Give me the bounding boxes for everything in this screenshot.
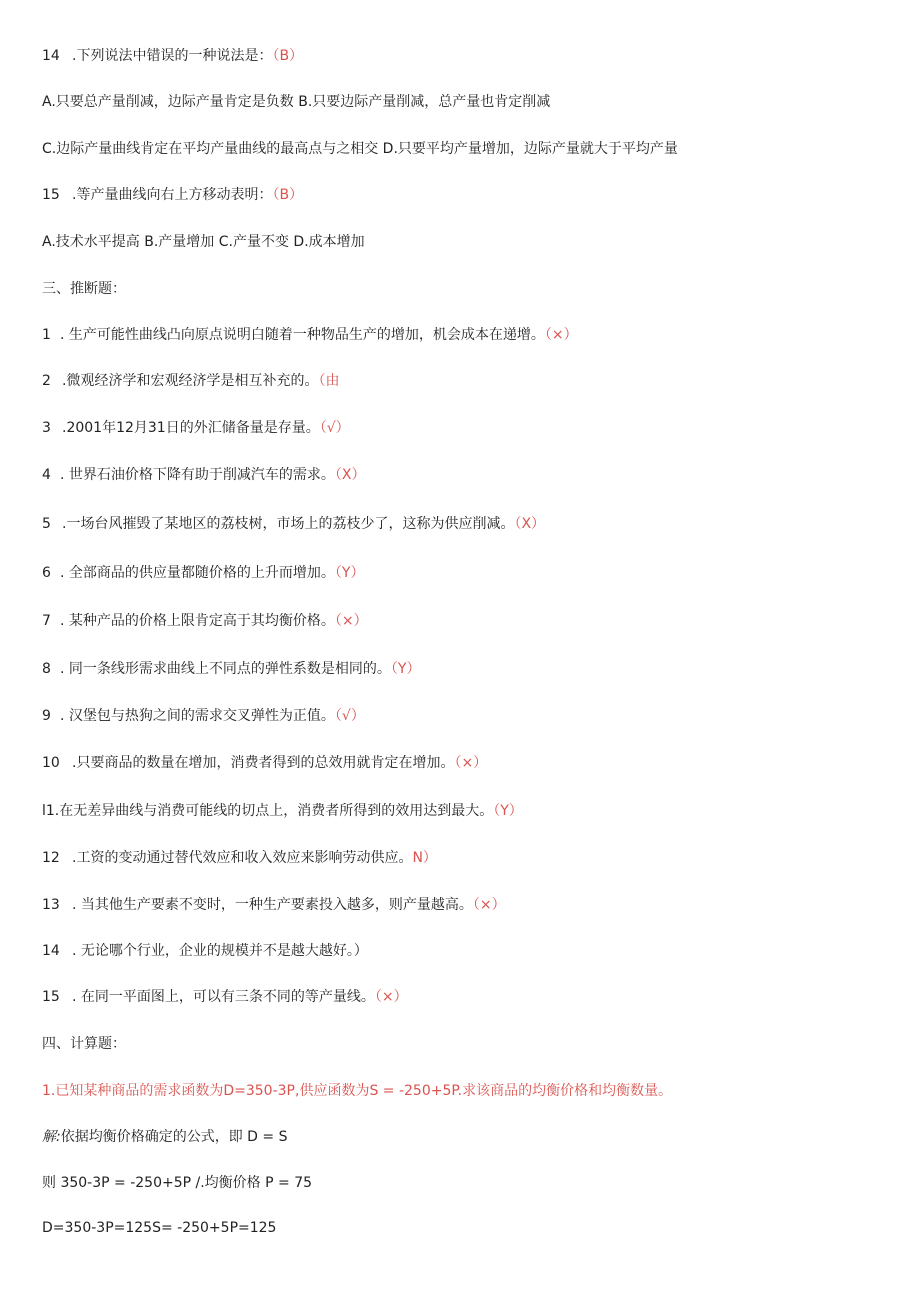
judgment-item-3: 3 .2001年12月31日的外汇储备量是存量。（√） xyxy=(42,420,350,436)
judgment-item-10: 10 .只要商品的数量在增加，消费者得到的总效用就肯定在增加。（×） xyxy=(42,755,488,771)
question-15-mc: 15 .等产量曲线向右上方移动表明：（B） xyxy=(42,187,304,203)
judgment-item-13: 13 . 当其他生产要素不变时，一种生产要素投入越多，则产量越高。（×） xyxy=(42,897,506,913)
judgment-item-2: 2 .微观经济学和宏观经济学是相互补充的。（由 xyxy=(42,373,340,389)
judgment-item-11: l1.在无差异曲线与消费可能线的切点上，消费者所得到的效用达到最大。（Y） xyxy=(42,803,523,819)
judgment-item-7: 7 . 某种产品的价格上限肯定高于其均衡价格。（×） xyxy=(42,613,368,629)
solution-line-3: D=350-3P=125S= -250+5P=125 xyxy=(42,1220,277,1236)
section-heading-calculation: 四、计算题： xyxy=(42,1036,126,1052)
options-14-ab: A.只要总产量削减，边际产量肯定是负数 B.只要边际产量削减，总产量也肯定削减 xyxy=(42,94,551,110)
calc-question-1: 1.已知某种商品的需求函数为D=350-3P,供应函数为S = -250+5P.求该商品的均衡价格和均衡数量。 xyxy=(42,1083,673,1099)
judgment-item-12: 12 .工资的变动通过替代效应和收入效应来影响劳动供应。N） xyxy=(42,850,437,866)
judgment-item-15: 15 . 在同一平面图上，可以有三条不同的等产量线。（×） xyxy=(42,989,408,1005)
judgment-item-6: 6 . 全部商品的供应量都随价格的上升而增加。（Y） xyxy=(42,565,365,581)
solution-line-1: 解:依据均衡价格确定的公式，即 D = S xyxy=(42,1129,288,1145)
judgment-item-8: 8 . 同一条线形需求曲线上不同点的弹性系数是相同的。（Y） xyxy=(42,661,421,677)
judgment-item-1: 1 . 生产可能性曲线凸向原点说明白随着一种物品生产的增加，机会成本在递增。（×） xyxy=(42,327,578,343)
section-heading-judgment: 三、推断题： xyxy=(42,281,126,297)
question-14-mc: 14 .下列说法中错误的一种说法是：（B） xyxy=(42,48,304,64)
options-15: A.技术水平提高 B.产量增加 C.产量不变 D.成本增加 xyxy=(42,234,365,250)
judgment-item-4: 4 . 世界石油价格下降有助于削减汽车的需求。（X） xyxy=(42,467,366,483)
judgment-item-9: 9 . 汉堡包与热狗之间的需求交叉弹性为正值。（√） xyxy=(42,708,365,724)
solution-line-2: 则 350-3P = -250+5P /.均衡价格 P = 75 xyxy=(42,1175,313,1191)
judgment-item-14: 14 . 无论哪个行业，企业的规模并不是越大越好。） xyxy=(42,943,368,959)
judgment-item-5: 5 .一场台风摧毁了某地区的荔枝树，市场上的荔枝少了，这称为供应削减。（X） xyxy=(42,516,546,532)
options-14-cd: C.边际产量曲线肯定在平均产量曲线的最高点与之相交 D.只要平均产量增加，边际产量就大于平均产量 xyxy=(42,141,678,157)
